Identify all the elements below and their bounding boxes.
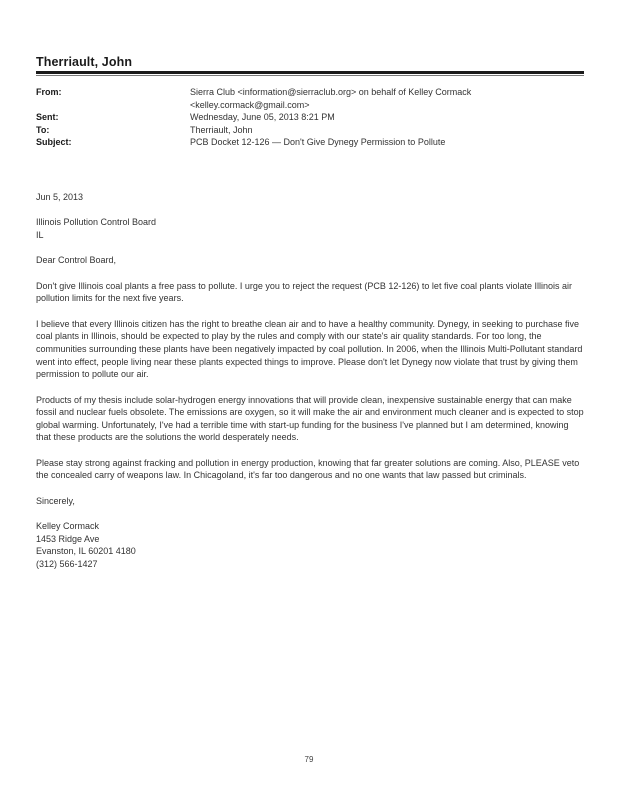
from-label: From: (36, 87, 62, 97)
sent-row (36, 111, 584, 124)
signature-name: Kelley Cormack (36, 521, 100, 532)
subject-label: Subject: (36, 137, 72, 147)
signature-phone: (312) 566-1427 (36, 558, 98, 569)
page-number: 79 (304, 755, 314, 764)
signature-address-1: 1453 Ridge Ave (36, 533, 100, 544)
signature-address-2: Evanston, IL 60201 4180 (36, 546, 136, 557)
recipient-block (36, 216, 584, 241)
to-row (36, 124, 584, 137)
from-row (36, 86, 584, 111)
from-value: Sierra Club <information@sierraclub.org> on behalf of Kelley Cormack <kelley.cormack@gmail.com> (190, 87, 472, 110)
document-owner-name: Therriault, John (36, 55, 133, 69)
closing: Sincerely, (36, 495, 75, 506)
salutation: Dear Control Board, (36, 255, 117, 266)
header-divider (36, 71, 584, 74)
body-paragraph-3: Products of my thesis include solar-hydrogen energy innovations that will provide clean, inexpensive sustainable energy that can make fossil and nuclear fuels obsolete. The emissions are oxygen, so it will make the air and environment much cleaner and is expected to stop global warming. Unfortunately, I've had a terrible time with start-up funding for the business I've planned but I am determined, knowing that these products are the solutions the world desperately needs. (36, 394, 584, 443)
letter-date: Jun 5, 2013 (36, 192, 84, 202)
subject-value: PCB Docket 12-126 — Don't Give Dynegy Permission to Pollute (190, 137, 446, 147)
recipient-line-1: Illinois Pollution Control Board (36, 217, 157, 228)
to-value: Therriault, John (190, 124, 253, 135)
recipient-line-2: IL (36, 229, 44, 240)
signature-block (36, 520, 584, 570)
to-label: To: (36, 124, 50, 135)
email-header-block (36, 86, 584, 149)
sent-value: Wednesday, June 05, 2013 8:21 PM (190, 112, 335, 122)
subject-row (36, 136, 584, 149)
email-body (36, 191, 584, 583)
body-paragraph-4: Please stay strong against fracking and pollution in energy production, knowing that far greater solutions are coming. Also, PLEASE veto the concealed carry of weapons law. In Chicagoland, it's far too dangerous and no one wants that law passed but criminals. (36, 457, 580, 481)
body-paragraph-1: Don't give Illinois coal plants a free pass to pollute. I urge you to reject the request (PCB 12-126) to let five coal plants violate Illinois air pollution limits for the next five years. (36, 280, 573, 304)
body-paragraph-2: I believe that every Illinois citizen has the right to breathe clean air and to have a healthy community. Dynegy, in seeking to purchase five coal plants in Illinois, should be expected to play by the rules and comply with our state's air quality standards. For too long, the communities surrounding these plants have been negatively impacted by coal pollution. In 2006, when the Illinois Multi-Pollutant standard went into effect, people living near these plants expected things to improve. Please don't let Dynegy now violate that trust by giving them permission to pollute our air. (36, 318, 583, 380)
header-divider-thin (36, 75, 584, 76)
sent-label: Sent: (36, 112, 59, 122)
